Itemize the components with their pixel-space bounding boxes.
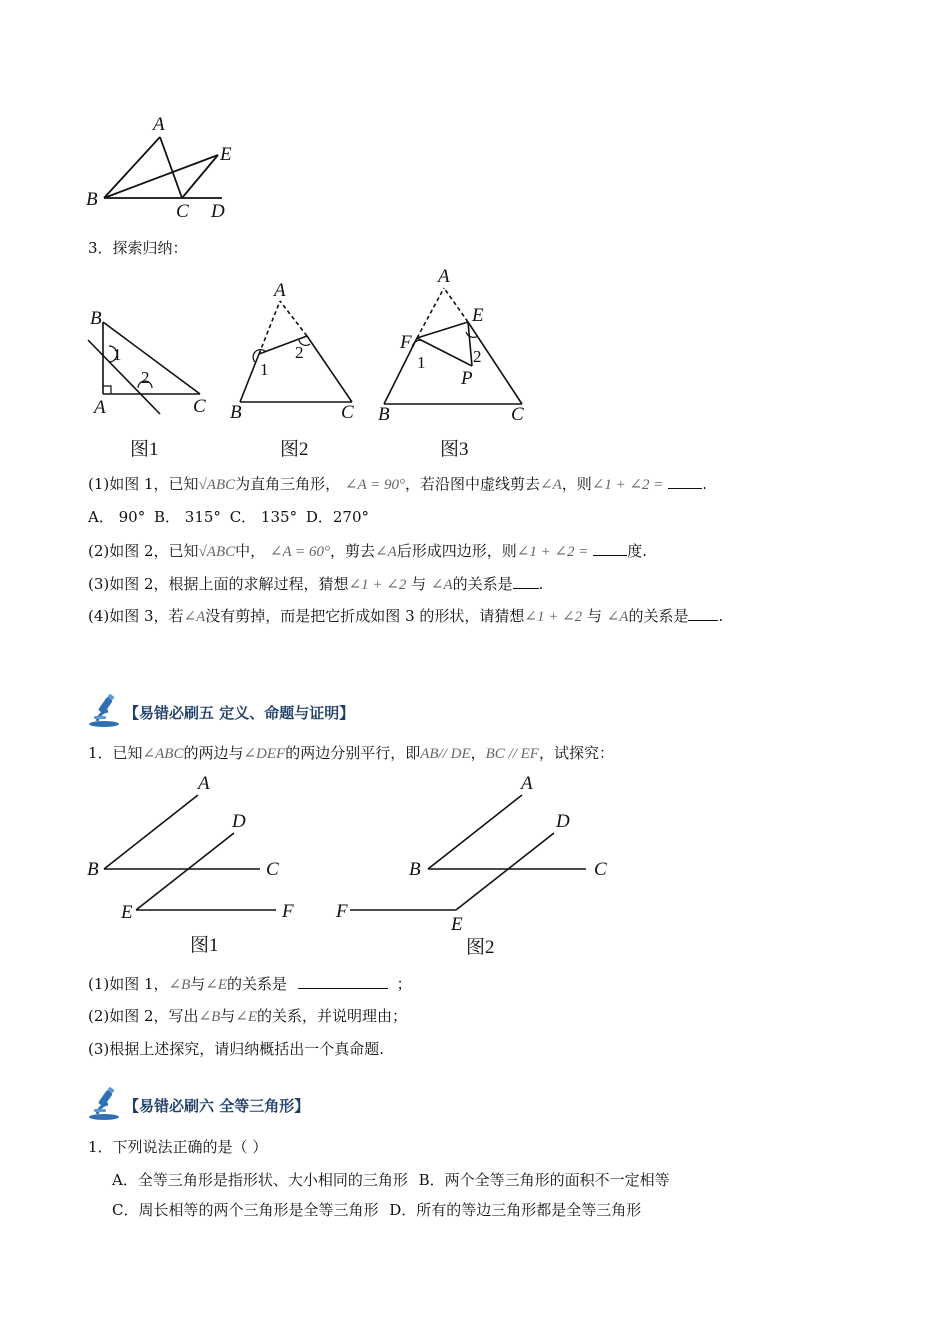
fig3-label-F: F	[400, 332, 412, 353]
fig1-caption: 图1	[130, 439, 159, 460]
s6-option-d[interactable]: D．所有的等边三角形都是全等三角形	[389, 1201, 642, 1219]
fig3-label-P: P	[461, 368, 473, 389]
s5-part1-angle-e: ∠E	[205, 977, 228, 993]
s5-fig1-caption: 图1	[190, 935, 219, 956]
q3-part4-text-a: (4)如图 3，若	[88, 607, 184, 625]
fig1-label-B: B	[90, 308, 102, 329]
q3-part1-angle-a: ∠A	[540, 477, 562, 493]
fig2-label-A: A	[274, 280, 286, 301]
s5-fig2-label-E: E	[451, 914, 463, 935]
q3-part4-expression: ∠1 + ∠2	[524, 609, 583, 625]
s5-fig2-label-A: A	[521, 773, 533, 794]
s5-fig1-label-D: D	[232, 811, 246, 832]
fig1-label-C: C	[193, 396, 206, 417]
s5-q1-text-b: 的两边与	[183, 744, 244, 762]
section6-title: 【易错必刷六 全等三角形】	[124, 1097, 310, 1115]
fig3-label-A: A	[438, 266, 450, 287]
s5-part1	[88, 973, 412, 995]
q3-part1-text-d: ，则	[561, 475, 592, 493]
q3-part3-text-b: 与	[411, 575, 427, 593]
s5-part2-angle-e: ∠E	[235, 1009, 258, 1025]
s5-part1-text-a: (1)如图 1，	[88, 975, 169, 993]
option-c[interactable]: C． 135°	[229, 508, 298, 526]
s5-q1-text-c: 的两边分别平行，即	[285, 744, 421, 762]
s5-q1-text-a: 1．已知	[88, 744, 143, 762]
q3-part4-angle-a: ∠A	[183, 609, 206, 625]
fig3-label-2: 2	[473, 347, 482, 366]
q3-title: 3．探索归纳：	[88, 239, 188, 257]
s5-q1-parallel-2: BC // EF	[485, 746, 539, 762]
q3-part2-condition: ∠A = 60°	[269, 544, 331, 560]
q3-part1-condition: ∠A = 90°	[344, 477, 406, 493]
section5-title: 【易错必刷五 定义、命题与证明】	[124, 704, 355, 722]
q3-part2-text-e: 度.	[627, 542, 647, 560]
q3-part2-expression: ∠1 + ∠2 =	[516, 544, 589, 560]
fig3-label-C: C	[511, 404, 524, 425]
s5-part1-text-b: 与	[190, 975, 206, 993]
option-a[interactable]: A． 90°	[88, 508, 146, 526]
q3-part1-text-c: ，若沿图中虚线剪去	[405, 475, 541, 493]
label-D: D	[211, 201, 225, 222]
q3-part3-angle-a: ∠A	[430, 577, 453, 593]
s6-option-a[interactable]: A．全等三角形是指形状、大小相同的三角形	[112, 1171, 408, 1189]
s5-part2-text-b: 与	[220, 1007, 236, 1025]
fig2-label-C: C	[341, 402, 354, 423]
s5-q1-angle-abc: ∠ABC	[142, 746, 184, 762]
s5-q1-separator: ，	[470, 744, 486, 762]
s5-part2-angle-b: ∠B	[198, 1009, 221, 1025]
label-A: A	[153, 114, 165, 135]
s5-part1-answer-blank[interactable]	[298, 973, 388, 989]
fig3-label-B: B	[378, 404, 390, 425]
q3-part2-text-b: 中，	[235, 542, 266, 560]
label-E: E	[220, 144, 232, 165]
label-C: C	[176, 201, 189, 222]
s5-q1-parallel-1: AB// DE	[420, 746, 471, 762]
s5-part3: (3)根据上述探究，请归纳概括出一个真命题.	[88, 1040, 385, 1058]
q3-part1-expression: ∠1 + ∠2 =	[591, 477, 664, 493]
s5-fig1-label-A: A	[198, 773, 210, 794]
s6-option-c[interactable]: C．周长相等的两个三角形是全等三角形	[112, 1201, 379, 1219]
s5-fig2-caption: 图2	[466, 937, 495, 958]
s5-part1-angle-b: ∠B	[168, 977, 191, 993]
fig1-label-A: A	[94, 397, 106, 418]
fig2-caption: 图2	[280, 439, 309, 460]
q3-part2-angle-a: ∠A	[375, 544, 397, 560]
q3-part1-text-e: .	[702, 475, 707, 493]
s5-part1-text-c: 的关系是	[227, 975, 288, 993]
label-B: B	[86, 189, 98, 210]
fig1-label-2: 2	[141, 368, 150, 387]
s5-q1-angle-def: ∠DEF	[243, 746, 286, 762]
fig3-caption: 图3	[440, 439, 469, 460]
s5-fig2-label-D: D	[556, 811, 570, 832]
q3-part1-text-a: (1)如图 1，已知	[88, 475, 199, 493]
q3-part1-text-b: 为直角三角形，	[235, 475, 341, 493]
fig2-label-B: B	[230, 402, 242, 423]
microscope-icon	[88, 1087, 124, 1121]
s5-fig2-label-B: B	[409, 859, 421, 880]
q3-part4-text-c: 与	[586, 607, 602, 625]
fig3-label-1: 1	[417, 353, 426, 372]
s5-fig2-label-C: C	[594, 859, 607, 880]
q3-part4-text-b: 没有剪掉，而是把它折成如图 3 的形状，请猜想	[205, 607, 525, 625]
s6-options-row1	[112, 1170, 670, 1190]
q3-part4-text-e: .	[718, 607, 724, 625]
q3-part3-text-a: (3)如图 2，根据上面的求解过程，猜想	[88, 575, 349, 593]
s5-part2	[88, 1006, 407, 1027]
s5-fig1-label-E: E	[121, 902, 133, 923]
q3-part3-text-c: 的关系是	[452, 575, 513, 593]
fig2-label-1: 1	[260, 360, 269, 379]
s5-fig1-label-C: C	[266, 859, 279, 880]
q3-part4-text-d: 的关系是	[628, 607, 689, 625]
q3-part1-triangle: √ABC	[198, 477, 236, 493]
q3-part2-text-a: (2)如图 2，已知	[88, 542, 199, 560]
s5-part2-text-a: (2)如图 2，写出	[88, 1007, 199, 1025]
s5-part2-text-c: 的关系，并说明理由；	[257, 1007, 408, 1025]
fig2-label-2: 2	[295, 343, 304, 362]
fig1-label-1: 1	[113, 345, 122, 364]
s5-q1-text-d: ，试探究：	[538, 744, 614, 762]
s5-fig1-label-B: B	[87, 859, 99, 880]
option-b[interactable]: B． 315°	[153, 508, 221, 526]
s5-fig1-label-F: F	[282, 901, 294, 922]
s6-options-row2	[112, 1200, 641, 1220]
q3-part2-text-c: ，剪去	[330, 542, 376, 560]
q3-part2-triangle: √ABC	[198, 544, 236, 560]
q3-part3-expression: ∠1 + ∠2	[348, 577, 407, 593]
option-d[interactable]: D．270°	[305, 508, 370, 526]
q3-part4-angle-a2: ∠A	[606, 609, 629, 625]
fig3-label-E: E	[472, 305, 484, 326]
q3-part2-text-d: 后形成四边形，则	[396, 542, 517, 560]
s6-q1: 1．下列说法正确的是（ ）	[88, 1138, 268, 1156]
s6-option-b[interactable]: B．两个全等三角形的面积不一定相等	[418, 1171, 670, 1189]
s5-fig2-label-F: F	[336, 901, 348, 922]
q3-part3-text-e: .	[538, 575, 544, 593]
s5-part1-end: ；	[396, 975, 412, 993]
